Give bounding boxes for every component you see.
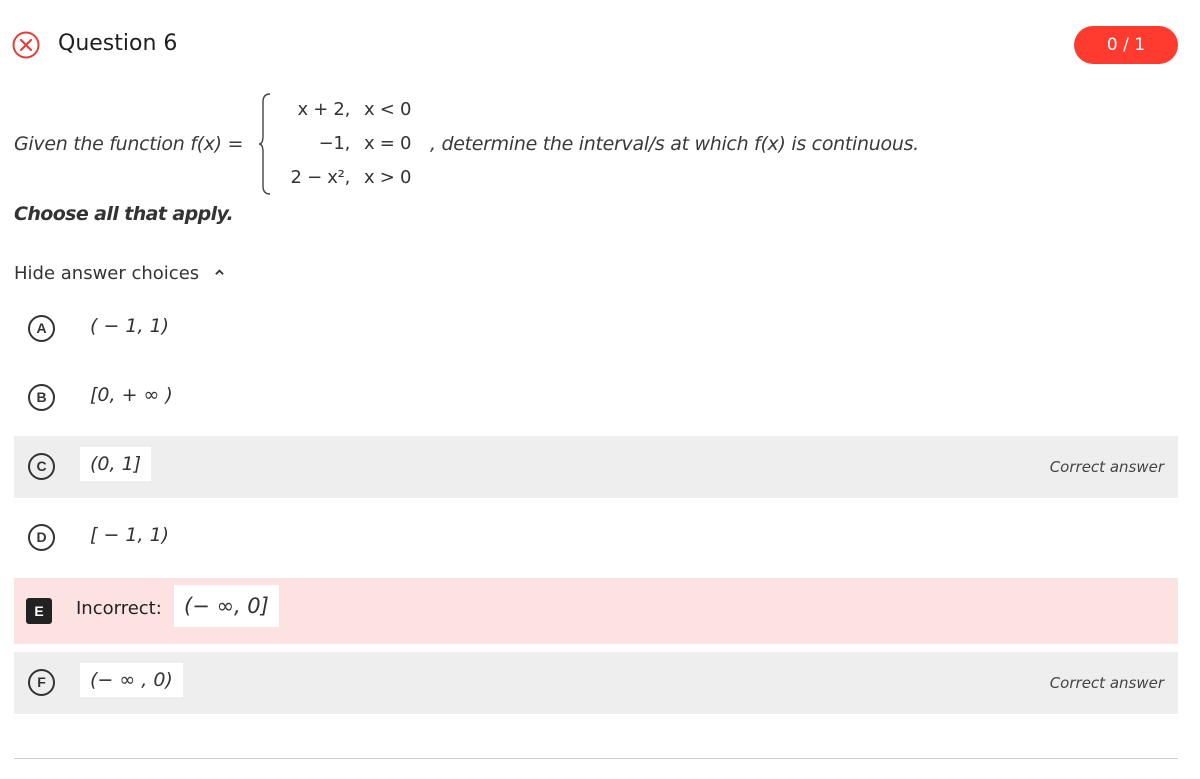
answer-choice-a[interactable] <box>14 298 1178 360</box>
correct-answer-label: Correct answer <box>1049 674 1164 692</box>
choice-text: [0, + ∞ ) <box>90 384 173 406</box>
piecewise-expr: −1, <box>318 133 350 154</box>
piecewise-cond: x < 0 <box>364 99 412 120</box>
answer-choice-b[interactable] <box>14 367 1178 429</box>
piecewise-expr: 2 − x², <box>290 167 350 188</box>
answer-choice-d[interactable] <box>14 507 1178 569</box>
question-title: Question 6 <box>58 31 178 56</box>
score-badge: 0 / 1 <box>1074 26 1178 64</box>
choice-text: (− ∞, 0] <box>174 585 279 627</box>
instruction-text: Choose all that apply. <box>14 203 234 225</box>
choice-text: (− ∞ , 0) <box>80 663 183 697</box>
prompt-trail: , determine the interval/s at which f(x) is continuous. <box>430 133 919 155</box>
x-circle-icon <box>12 31 40 59</box>
incorrect-label: Incorrect: <box>76 598 162 619</box>
choice-text: [ − 1, 1) <box>90 524 170 546</box>
choice-text: ( − 1, 1) <box>90 315 170 337</box>
piecewise-cond: x > 0 <box>364 167 412 188</box>
choice-letter-badge: A <box>28 315 55 342</box>
hide-answers-toggle[interactable] <box>14 263 224 284</box>
choice-letter-badge: D <box>28 524 55 551</box>
correct-answer-label: Correct answer <box>1049 458 1164 476</box>
piecewise-cond: x = 0 <box>364 133 412 154</box>
answer-choice-f[interactable] <box>14 652 1178 714</box>
choice-letter-badge: E <box>26 598 52 624</box>
prompt-lead: Given the function f(x) = <box>14 133 244 155</box>
answer-choice-e[interactable] <box>14 578 1178 644</box>
answer-choice-c[interactable] <box>14 436 1178 498</box>
choice-letter-badge: C <box>28 453 55 480</box>
question-header <box>12 26 1178 66</box>
toggle-label: Hide answer choices <box>14 263 200 284</box>
divider <box>14 758 1178 759</box>
left-brace <box>258 92 272 196</box>
choice-letter-badge: F <box>28 669 55 696</box>
choice-text: (0, 1] <box>80 447 151 481</box>
piecewise-expr: x + 2, <box>297 99 350 120</box>
chevron-up-icon <box>215 268 224 277</box>
choice-letter-badge: B <box>28 384 55 411</box>
